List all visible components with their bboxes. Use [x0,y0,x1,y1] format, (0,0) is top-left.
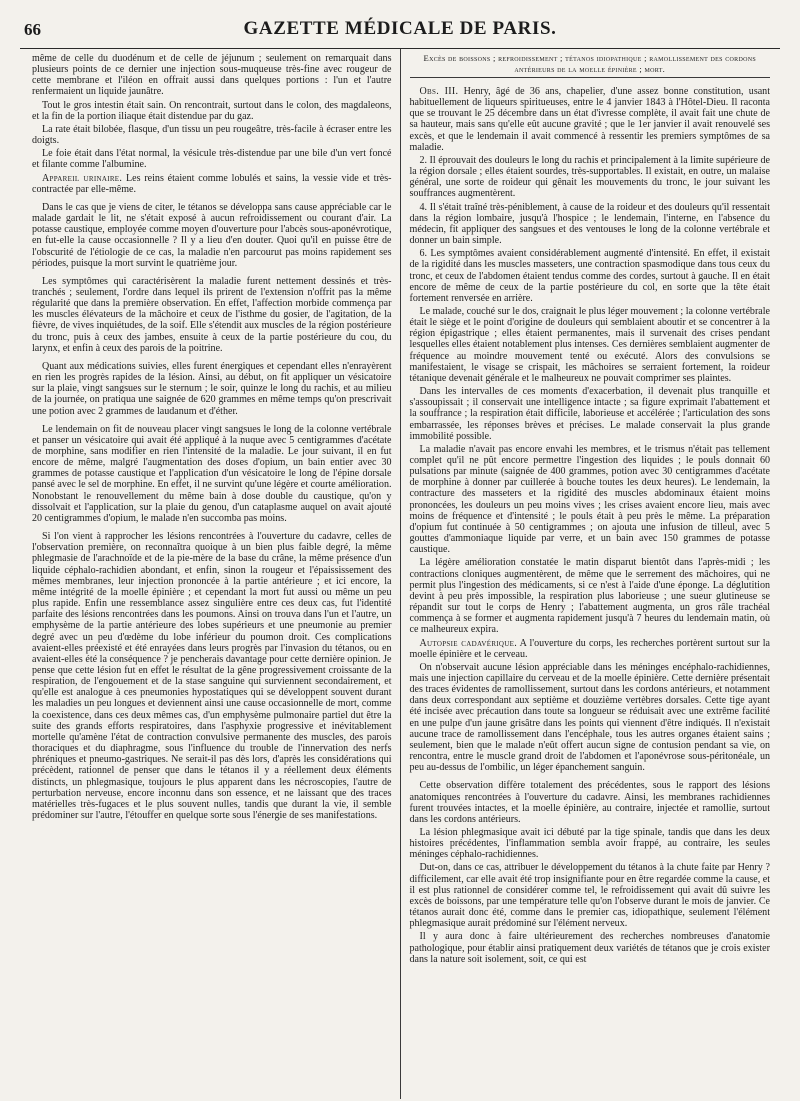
journal-title: GAZETTE MÉDICALE DE PARIS. [243,18,557,39]
paragraph: On n'observait aucune lésion appréciable dans les méninges encéphalo-rachidiennes, mais une injection capillaire du cerveau et de la moelle épinière. Cette dernière présentait des traces évidentes de ramollissement, surtout dans les cordons antérieurs, et notamment dans deux correspondant aux septième et douzième vertèbres dorsales. Cette tige ayant été incisée avec précaution dans toute sa longueur se réduisait avec une extrême facilité en une pulpe d'un jaune grisâtre dans les points qui viennent d'être indiqués. Il n'existait aucune trace de ramollissement dans l'encéphale, tous les autres organes étaient sains ; seulement, bien que le malade n'eût offert aucun signe de contusion pendant sa vie, on rencontra, entre le muscle grand droit de l'abdomen et l'aponévrose sous-péritonéale, un peu au-dessus de l'ombilic, un léger épanchement sanguin. [409,661,770,774]
paragraph: Cette observation diffère totalement des précédentes, sous le rapport des lésions anatomiques rencontrées à l'ouverture du cadavre. Ainsi, les membranes rachidiennes furent trouvées intactes, et la moelle épinière, au contraire, injectée et ramollie, surtout dans les cordons antérieurs. [409,780,770,825]
paragraph: Dans le cas que je viens de citer, le tétanos se développa sans cause appréciable car le malade gardait le lit, ne s'était exposé à aucun refroidissement ou courant d'air. La potasse caustique, employée comme moyen d'ouverture pour l'abcès sous-aponévrotique, en fut-elle la cause occasionnelle ? Il y a lieu d'en douter. Quoi qu'il en puisse être de l'obscurité de l'étiologie de ce cas, la maladie n'en parcourut pas moins rapidement ses périodes, puisque la mort survint le quatrième jour. [32,201,392,269]
paragraph [410,638,771,660]
paragraph: La rate était bilobée, flasque, d'un tissu un peu rougeâtre, très-facile à écraser entre les doigts. [32,123,392,147]
article-columns [20,49,780,1099]
paragraph: Le lendemain on fit de nouveau placer vingt sangsues le long de la colonne vertébrale et panser un vésicatoire qui avait été appliqué à la nuque avec 5 centigrammes d'acétate de morphine, sans modifier en rien l'intensité de la maladie. Le jour suivant, il en fut encore de même, malgré l'augmentation des doses d'opium, un bain entier avec 30 grammes de potasse caustique et l'application d'un vésicatoire le long de l'épine dorsale pansé avec le sel de morphine. En effet, il ne survint qu'une légère et courte amélioration. Nonobstant le renouvellement du même bain à dose double du caustique, qu'on y dissolvait et l'application, sur la plaie du genou, d'un cataplasme auquel on avait ajouté 20 centigrammes d'opium, le malade n'en succomba pas moins. [32,423,392,524]
left-column [20,49,400,1099]
paragraph: La maladie n'avait pas encore envahi les membres, et le trismus n'était pas tellement complet qu'il ne pût encore permettre l'ingestion des liquides ; le pouls donnait 60 pulsations par minute (saignée de 400 grammes, potion avec 30 centigrammes d'acétate de morphine à donner par cuillerée à bouche toutes les deux heures). Le lendemain, la contracture des masseters et la rigidité des muscles abdominaux étaient moins prononcées, les douleurs un peu moins vives ; les crises avaient encore lieu, mais avec moins de fréquence et d'intensité ; le pouls était à peu près le même. La préparation d'opium fut continuée à 50 centigrammes ; on ajouta une infusion de tilleul, avec 5 gouttes d'ammoniaque liquide par verre, et un bain avec 150 grammes de potasse caustique. [409,443,770,556]
paragraph: Tout le gros intestin était sain. On rencontrait, surtout dans le colon, des magdaleons, et la fin de la portion iliaque était distendue par du gaz. [32,99,392,122]
paragraph: 2. Il éprouvait des douleurs le long du rachis et principalement à la limite supérieure de la région dorsale ; elles étaient sourdes, très-supportables. Il existait, en outre, un malaise général, une sorte de roideur qui gênait les mouvements du tronc, le jour suivant les souffrances augmentèrent. [409,154,770,200]
paragraph: Si l'on vient à rapprocher les lésions rencontrées à l'ouverture du cadavre, celles de l'observation première, on reconnaîtra quoique à un bien plus faible degré, la même phlegmasie de l'arachnoïde et de la pie-mère de la base du crâne, la même présence d'un liquide céphalo-rachidien abondant, et enfin, sinon la rougeur et l'épaississement des mêmes membranes, leur injection prononcée à la partie antérieure ; et ici encore, la même intégrité de la moelle épinière ; et cependant la mort fut aussi ou même un peu plus rapide. Enfin une ressemblance assez singulière entre ces deux cas, fut l'identité parfaite des lésions rencontrées dans les poumons. Ainsi on trouva dans l'un et l'autre, un emphysème de la partie antérieure des lobes supérieurs et une pneumonie au premier degré avec un peu d'œdème du lobe inférieur du poumon droit. Ces complications avaient-elles préexisté et été enrayées dans leurs progrès par l'invasion du tétanos, ou en avaient-elles été la conséquence ? je pencherais davantage pour cette dernière opinion. Je pense que cette lésion fut en effet le résultat de la gêne progressivement croissante de la respiration, de l'engouement et de la stase sanguine qui surviennent secondairement, et qu'elle est analogue à ces pneumonies hypostatiques qui se développent souvent durant les maladies un peu longues et deviennent ainsi une cause occasionnelle de mort, comme la coexistence, dans ces deux mêmes cas, d'un emphysème pulmonaire partiel dut être la suite des grands efforts respiratoires, dans l'asphyxie progressive et inévitablement mortelle qu'amène l'état de contraction convulsive permanente des muscles, des parois thoraciques et du diaphragme, sous l'influence du trouble de l'innervation des nerfs phréniques et pneumo-gastriques. Ne serait-il pas dès lors, d'après les considérations qui précèdent, rationnel de penser que dans le tétanos il y a réellement deux éléments distincts, un phlegmasique, toujours le plus apparent dans les nécroscopies, l'autre de perturbation nerveuse, encore inconnu dans son essence, et ne laissant que des traces matérielles très-fugaces et le plus souvent nulles, tandis que durant la vie, il semble prédominer sur l'autre, l'étouffer en quelque sorte sous l'énergie de ses manifestations. [32,531,392,821]
paragraph: 4. Il s'était traîné très-péniblement, à cause de la roideur et des douleurs qu'il ressentait dans la région lombaire, jusqu'à l'hospice ; le lendemain, l'interne, en l'absence du médecin, fit appliquer des sangsues et des ventouses le long de la colonne vertébrale et donner un bain simple. [409,201,770,247]
observation-heading: Excès de boissons ; refroidissement ; tétanos idiopathique ; ramollissement des cordons antérieurs de la moelle épinière ; mort. [410,53,771,78]
paragraph-text: A l'ouverture du corps, les recherches portèrent surtout sur la moelle épinière et le cerveau. [409,637,770,660]
page-number: 66 [24,20,41,39]
paragraph: Quant aux médications suivies, elles furent énergiques et cependant elles n'enrayèrent en rien les progrès rapides de la lésion. Ainsi, au début, on fit appliquer un vésicatoire sur la plaie, vingt sangsues sur le sternum ; le soir, quinze le long du rachis, et au milieu de la journée, on pratiqua une saignée de 620 grammes en même temps qu'on prescrivait une potion avec 2 grammes de laudanum et d'éther. [32,360,392,417]
right-column [401,49,781,1099]
paragraph: Le malade, couché sur le dos, craignait le plus léger mouvement ; la colonne vertébrale était le siège et le point d'origine de douleurs qui semblaient aboutir et se concentrer à la région épigastrique ; elles étaient permanentes, mais il survenait des crises pendant lesquelles elles étaient notablement plus intenses. Ces dernières semblaient augmenter de fréquence au moindre mouvement tenté ou exécuté. Alors des convulsions se manifestaient, le visage se crispait, les mâchoires se serraient fortement, la roideur tétanique devenait générale et le malheureux ne pouvait comprimer ses plaintes. [409,305,770,384]
paragraph-text: Les reins étaient comme lobulés et sains, la vessie vide et très-contractée par elle-même. [32,172,392,195]
paragraph [32,173,392,195]
paragraph: La légère amélioration constatée le matin disparut bientôt dans l'après-midi ; les contractions cloniques augmentèrent, de même que le serrement des mâchoires, qui ne permit plus l'ingestion des médicaments, si ce n'est à l'aide d'une éponge. La déglutition devint à peu près impossible, la respiration plus laborieuse ; une sueur glutineuse se répandit sur tout le corps de Henry ; l'abattement augmenta, un gros râle trachéal commença à se former et augmenta rapidement jusqu'à 7 heures du lendemain matin, où ce malheureux expira. [409,557,770,636]
paragraph: Il y aura donc à faire ultérieurement des recherches nombreuses d'anatomie pathologique, pour établir ainsi pratiquement deux variétés de tétanos que je crois exister dans la nature soit isolement, soit, ce qui est [409,931,770,965]
paragraph [410,86,771,153]
running-head [20,14,780,40]
paragraph: La lésion phlegmasique avait ici débuté par la tige spinale, tandis que dans les deux histoires précédentes, l'inflammation sembla avoir frappé, au contraire, les seules méninges céphalo-rachidiennes. [409,827,770,861]
paragraph: Les symptômes qui caractérisèrent la maladie furent nettement dessinés et très-tranchés ; seulement, l'ordre dans lequel ils prirent de l'extension n'offrit pas la même régularité que dans la première observation. En effet, l'affection morbide commença par les muscles élévateurs de la mâchoire et ceux de l'isthme du gosier, de l'agitation, de la fièvre, de vives inquiétudes, de la soif. Elle s'étendit aux muscles de la région postérieure du tronc, puis à ceux des jambes, ensuite à ceux de la partie postérieure du cou, du larynx, et enfin à ceux des parois de la poitrine. [32,275,392,354]
section-label: Appareil urinaire. [42,172,123,184]
paragraph: Dans les intervalles de ces moments d'exacerbation, il devenait plus tranquille et s'assoupissait ; il conservait une intelligence intacte ; sa figure exprimait l'abattement et la souffrance ; la respiration était difficile, laborieuse et accélérée ; l'articulation des sons embarrassée, les réponses brèves et précises. Le malade conservait la plus grande immobilité possible. [409,386,770,442]
paragraph: 6. Les symptômes avaient considérablement augmenté d'intensité. En effet, il existait de la rigidité dans les muscles masseters, une contraction spasmodique dans tous ceux du tronc, et ceux de l'abdomen étaient tendus comme des cordes, surtout à gauche. Il en était encore de même de ceux de la partie postérieure du col, en sorte que la tête était fortement renversée en arrière. [409,248,770,304]
paragraph: Le foie était dans l'état normal, la vésicule très-distendue par une bile d'un vert foncé et filante comme l'albumine. [32,148,392,171]
observation-label: Obs. III. [419,86,459,97]
paragraph-text: Henry, âgé de 36 ans, chapelier, d'une assez bonne constitution, usant habituellement de liqueurs spiritueuses, entre le 4 janvier 1843 à l'Hôtel-Dieu. Il raconta que se trouvant le 25 décembre dans un état d'ivresse complète, il avait fait une chute de sa hauteur, mais sans qu'elle eût aucune gravité ; que le 1er janvier il avait renouvelé ses excès, et que le lendemain il avait commencé à ressentir les premiers symptômes de sa maladie. [409,86,770,153]
section-label: Autopsie cadavérique. [419,637,518,649]
paragraph: même de celle du duodénum et de celle de jéjunum ; seulement on remarquait dans plusieurs points de ce dernier une injection sous-muqueuse très-fine avec rougeur de cette membrane et l'iléon en offrait aussi dans quelques portions : l'un et l'autre renfermaient un liquide jaunâtre. [32,53,392,98]
paragraph: Dut-on, dans ce cas, attribuer le développement du tétanos à la chute faite par Henry ? difficilement, car elle avait été trop insignifiante pour en être regardée comme la cause, et il est plus rationnel de considérer comme tel, le refroidissement qui avait dû suivre les excès de boissons, par une température telle qu'on l'observe durant le mois de janvier. Ce tétanos aurait donc été, comme dans le premier cas, idiopathique, seulement l'élément phlegmasique aurait prédominé sur l'élément nerveux. [409,862,770,930]
